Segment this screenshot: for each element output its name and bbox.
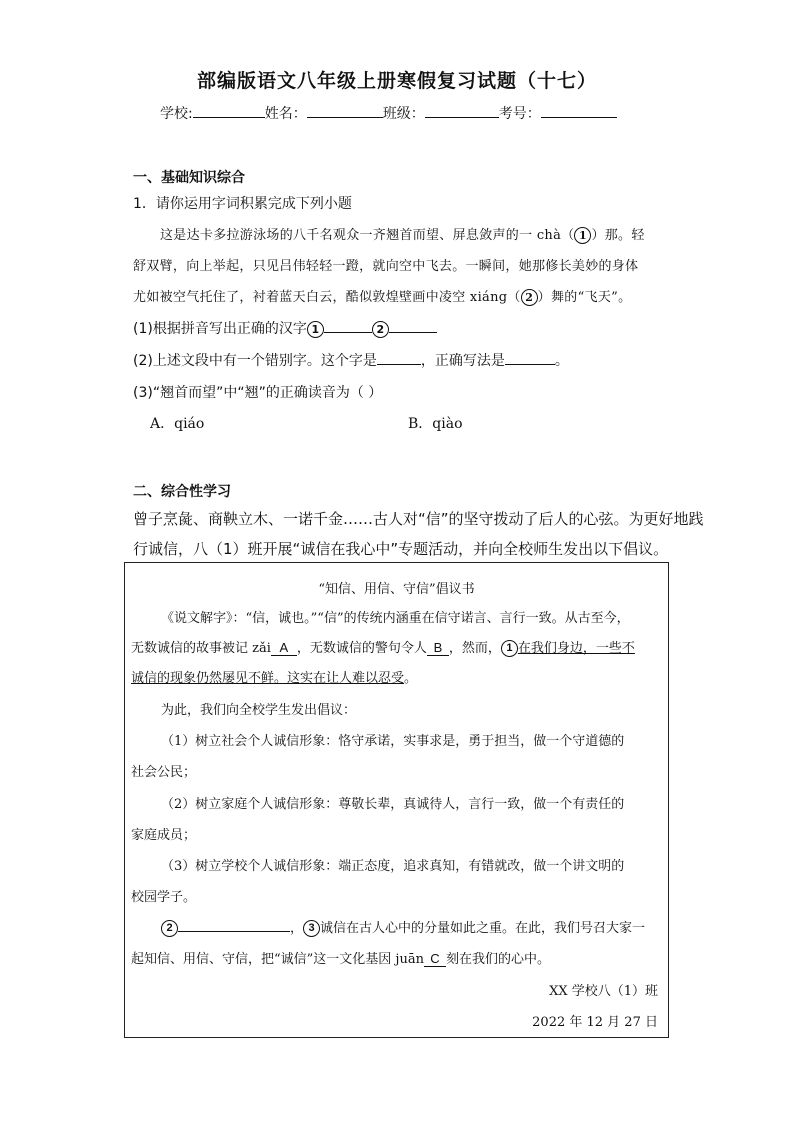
proposal-signature: XX 学校八（1）班 — [549, 984, 658, 999]
section1-heading: 一、基础知识综合 — [133, 170, 245, 186]
sub-question-3: (3)“翘首而望”中“翘”的正确读音为（ ） — [133, 385, 383, 401]
school-blank[interactable] — [193, 103, 265, 118]
passage-text: 这是达卡多拉游泳场的八千名观众一齐翘首而望、屏息敛声的一 chà（ — [160, 228, 575, 243]
section2-intro-1: 曾子烹彘、商鞅立木、一诺千金……古人对“信”的坚守拨动了后人的心弦。为更好地践 — [133, 510, 704, 528]
class-blank[interactable] — [425, 103, 499, 118]
student-info-line — [160, 103, 617, 123]
proposal-text: 诚信在古人心中的分量如此之重。在此，我们号召大家一 — [320, 921, 646, 936]
section2-intro-2: 行诚信，八（1）班开展“诚信在我心中”专题活动，并向全校师生发出以下倡议。 — [133, 540, 669, 558]
proposal-text: ，然而， — [448, 641, 501, 656]
marker-circle-1: 1 — [501, 640, 518, 657]
name-blank[interactable] — [307, 103, 383, 118]
blank-a[interactable]: A — [271, 640, 297, 656]
proposal-title: “知信、用信、守信”倡议书 — [318, 582, 475, 597]
proposal-line-11 — [161, 917, 645, 937]
proposal-line-4: 为此，我们向全校学生发出倡议： — [161, 703, 357, 718]
sub-question-text: (1)根据拼音写出正确的汉字 — [133, 321, 307, 337]
proposal-text: 无数诚信的故事被记 zǎi — [131, 641, 271, 656]
proposal-box — [124, 562, 669, 1038]
number-label: 考号： — [498, 106, 541, 122]
proposal-line-5: （1）树立社会个人诚信形象：恪守承诺，实事求是，勇于担当，做一个守道德的 — [161, 734, 625, 749]
answer-blank-2[interactable] — [389, 318, 437, 333]
passage-line-3 — [133, 286, 631, 306]
proposal-line-10: 校园学子。 — [131, 890, 197, 905]
name-label: 姓名： — [264, 106, 307, 122]
option-b[interactable]: B．qiào — [408, 416, 463, 432]
passage-line-1 — [160, 224, 645, 244]
passage-line-2: 舒双臂，向上举起，只见吕伟轻轻一蹬，就向空中飞去。一瞬间，她那修长美妙的身体 — [133, 259, 639, 274]
blank-b[interactable]: B — [427, 640, 449, 656]
proposal-line-8: 家庭成员； — [131, 828, 197, 843]
proposal-line-9: （3）树立学校个人诚信形象：端正态度，追求真知，有错就改，做一个讲文明的 — [161, 859, 625, 874]
blank-c[interactable]: C — [424, 951, 446, 967]
number-blank[interactable] — [541, 103, 617, 118]
underlined-sentence: 在我们身边，一些不 — [517, 641, 635, 656]
answer-marker-2: 2 — [372, 321, 389, 338]
class-label: 班级： — [382, 106, 425, 122]
sub-question-text: 。 — [554, 353, 569, 369]
proposal-text: 刻在我们的心中。 — [445, 952, 550, 967]
wrong-char-blank[interactable] — [377, 350, 421, 365]
proposal-text: ， — [290, 921, 304, 936]
answer-marker-1: 1 — [307, 321, 324, 338]
sub-question-1 — [133, 318, 437, 338]
proposal-line-3 — [131, 667, 417, 686]
blank-marker-1: 1 — [574, 227, 591, 244]
proposal-line-1: 《说文解字》：“信，诚也。”“信”的传统内涵重在信守诺言、言行一致。从古至今， — [161, 611, 630, 626]
passage-text: 尤如被空气托住了，衬着蓝天白云，酷似敦煌壁画中凌空 xiáng（ — [133, 290, 521, 305]
school-label: 学校: — [160, 106, 193, 122]
passage-text: ）舞的“飞天”。 — [537, 290, 632, 305]
proposal-line-7: （2）树立家庭个人诚信形象：尊敬长辈，真诚待人，言行一致，做一个有责任的 — [161, 797, 625, 812]
blank-marker-2: 2 — [521, 289, 538, 306]
correct-char-blank[interactable] — [505, 350, 555, 365]
passage-text: ）那。轻 — [591, 228, 645, 243]
marker-circle-3: 3 — [303, 920, 320, 937]
answer-blank-1[interactable] — [324, 318, 372, 333]
proposal-text: 起知信、用信、守信，把“诚信”这一文化基因 juān — [131, 952, 424, 967]
marker-circle-2: 2 — [161, 920, 178, 937]
sub-question-2 — [133, 350, 569, 370]
question-1: 1．请你运用字词积累完成下列小题 — [133, 196, 352, 212]
option-a[interactable]: A．qiáo — [150, 416, 205, 432]
blank-2[interactable] — [178, 931, 290, 932]
section2-heading: 二、综合性学习 — [133, 484, 231, 500]
sub-question-text: (2)上述文段中有一个错别字。这个字是 — [133, 353, 377, 369]
underlined-sentence: 诚信的现象仍然屡见不鲜。这实在让人难以忍受 — [131, 671, 405, 686]
page-title: 部编版语文八年级上册寒假复习试题（十七） — [196, 70, 597, 92]
proposal-line-12 — [131, 948, 550, 967]
proposal-line-2 — [131, 637, 635, 657]
proposal-text: 。 — [404, 671, 418, 686]
proposal-date: 2022 年 12 月 27 日 — [532, 1015, 658, 1030]
sub-question-text: ，正确写法是 — [420, 353, 505, 369]
proposal-text: ，无数诚信的警句令人 — [296, 641, 427, 656]
proposal-line-6: 社会公民； — [131, 765, 197, 780]
